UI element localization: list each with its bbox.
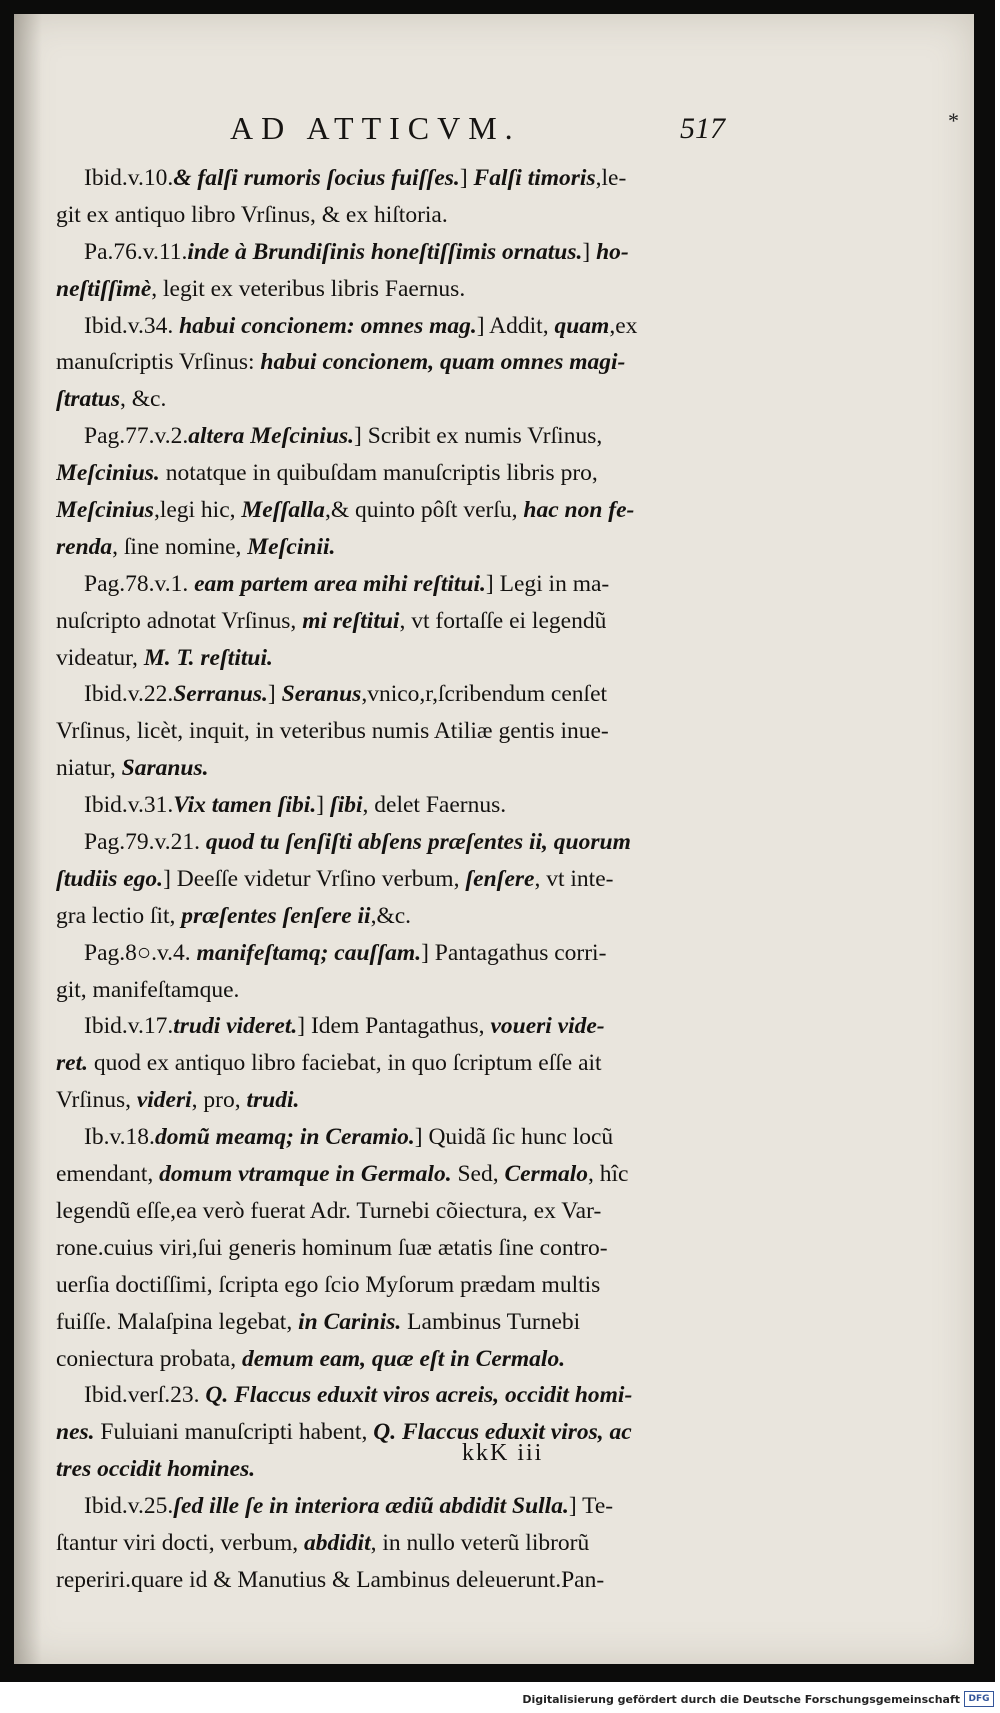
- text-segment: , ſine nomine,: [112, 533, 248, 560]
- text-line: [56, 1414, 756, 1451]
- italic-quotation: neſtiſſimè: [56, 275, 152, 302]
- text-segment: ,ex: [609, 312, 638, 339]
- text-line: [56, 1451, 756, 1488]
- italic-quotation: quam: [554, 312, 610, 339]
- italic-quotation: nes.: [56, 1419, 95, 1446]
- text-segment: coniectura probata,: [56, 1345, 242, 1372]
- italic-quotation: trudi.: [246, 1087, 300, 1114]
- italic-quotation: Serranus.: [173, 681, 268, 708]
- text-segment: Fuluiani manuſcripti habent,: [94, 1419, 374, 1446]
- text-line: [56, 234, 756, 271]
- text-line: [56, 935, 756, 972]
- text-segment: ,vnico,r,ſcribendum cenſet: [361, 681, 608, 708]
- text-segment: ,&c.: [370, 902, 412, 929]
- text-line: [56, 308, 756, 345]
- italic-quotation: M. T. reſtitui.: [143, 644, 273, 671]
- text-line: [56, 1119, 756, 1156]
- text-segment: ]: [459, 165, 474, 191]
- text-line: [56, 160, 756, 197]
- text-segment: ]: [582, 238, 597, 265]
- text-segment: Lambinus Turnebi: [401, 1308, 581, 1335]
- text-segment: ] Te-: [568, 1493, 614, 1520]
- text-segment: emendant,: [56, 1161, 160, 1188]
- text-segment: Ibid.v.22.: [84, 681, 174, 708]
- text-segment: ] Deeſſe videtur Vrſino verbum,: [163, 865, 466, 892]
- text-segment: ] Pantagathus corri-: [421, 939, 607, 966]
- italic-quotation: Q. Flaccus eduxit viros, ac: [373, 1419, 632, 1446]
- body-text: [56, 160, 756, 1599]
- text-segment: Vrſinus, licèt, inquit, in veteribus numis Atiliæ gentis inue-: [56, 718, 609, 745]
- text-segment: fuiſſe. Malaſpina legebat,: [56, 1308, 299, 1335]
- text-line: [56, 603, 756, 640]
- italic-quotation: in Carinis.: [298, 1308, 402, 1335]
- text-segment: Pa.76.v.11.: [84, 238, 188, 265]
- italic-quotation: Q. Flaccus eduxit viros acreis, occidit homi-: [205, 1382, 633, 1409]
- italic-quotation: hac non fe-: [523, 497, 635, 524]
- corner-mark: *: [948, 108, 959, 133]
- text-segment: ] Legi in ma-: [485, 570, 610, 597]
- text-line: [56, 492, 756, 529]
- italic-quotation: & falſi rumoris ſocius fuiſſes.: [173, 165, 460, 191]
- text-segment: quod ex antiquo libro faciebat, in quo ſcriptum eſſe ait: [87, 1050, 602, 1077]
- italic-quotation: Meſcinius.: [56, 460, 160, 487]
- italic-quotation: inde à Brundiſinis honeſtiſſimis ornatus.: [187, 238, 583, 265]
- gutter-shadow: [14, 14, 42, 1664]
- italic-quotation: trudi videret.: [173, 1013, 298, 1040]
- italic-quotation: quod tu ſenſiſti abſens præſentes ii, quorum: [205, 829, 631, 856]
- text-line: [56, 1525, 756, 1562]
- italic-quotation: demum eam, quæ eſt in Cermalo.: [241, 1345, 566, 1372]
- text-segment: git, manifeſtamque.: [56, 976, 240, 1003]
- text-segment: videatur,: [56, 644, 144, 671]
- italic-quotation: ſed ille ſe in interiora ædiũ abdidit Sulla.: [173, 1493, 569, 1520]
- running-head: AD ATTICVM.: [230, 110, 521, 146]
- text-line: [56, 566, 756, 603]
- italic-quotation: voueri vide-: [490, 1013, 605, 1040]
- text-line: [56, 824, 756, 861]
- italic-quotation: Vix tamen ſibi.: [173, 792, 317, 819]
- text-line: [56, 861, 756, 898]
- text-segment: ,legi hic,: [153, 497, 242, 524]
- text-segment: Pag.78.v.1.: [84, 570, 195, 597]
- text-line: [56, 1230, 756, 1267]
- italic-quotation: habui concionem: omnes mag.: [179, 312, 477, 339]
- page-number: 517: [680, 112, 725, 145]
- text-line: [56, 1562, 756, 1599]
- text-line: [56, 1304, 756, 1341]
- text-segment: ] Idem Pantagathus,: [297, 1013, 491, 1040]
- text-line: [56, 455, 756, 492]
- text-line: [56, 972, 756, 1009]
- italic-quotation: manifeſtamq; cauſſam.: [196, 939, 422, 966]
- text-line: [56, 1045, 756, 1082]
- text-segment: gra lectio ſit,: [56, 902, 182, 929]
- italic-quotation: ret.: [56, 1050, 88, 1077]
- text-segment: ]: [316, 792, 330, 819]
- text-segment: , delet Faernus.: [362, 792, 507, 819]
- text-segment: ] Scribit ex numis Vrſinus,: [354, 423, 603, 450]
- text-line: [56, 418, 756, 455]
- italic-quotation: ſtratus: [56, 386, 120, 413]
- text-line: [56, 713, 756, 750]
- italic-quotation: Meſſalla: [241, 497, 325, 524]
- text-segment: Vrſinus,: [56, 1087, 137, 1114]
- text-line: [56, 1008, 756, 1045]
- signature-mark: kkK iii: [462, 1440, 544, 1466]
- funding-credit: Digitalisierung gefördert durch die Deutsche Forschungsgemeinschaft: [522, 1693, 960, 1706]
- text-segment: , &c.: [120, 386, 167, 413]
- italic-quotation: Saranus.: [121, 755, 209, 782]
- italic-quotation: præſentes ſenſere ii: [181, 902, 371, 929]
- text-segment: ]: [267, 681, 282, 708]
- text-segment: Ibid.v.25.: [84, 1493, 174, 1520]
- text-line: [56, 381, 756, 418]
- text-line: [56, 676, 756, 713]
- text-segment: , vt fortaſſe ei legendũ: [399, 607, 607, 634]
- italic-quotation: domũ meamq; in Ceramio.: [154, 1124, 415, 1151]
- text-segment: git ex antiquo libro Vrſinus, & ex hiſtoria.: [56, 201, 448, 228]
- text-line: [56, 1377, 756, 1414]
- italic-quotation: Falſi timoris: [473, 165, 596, 191]
- italic-quotation: Seranus: [281, 681, 362, 708]
- dfg-logo: DFG: [964, 1691, 994, 1707]
- text-segment: nuſcripto adnotat Vrſinus,: [56, 607, 303, 634]
- italic-quotation: tres occidit homines.: [56, 1456, 256, 1483]
- text-segment: Ibid.v.17.: [84, 1013, 174, 1040]
- italic-quotation: ſibi: [329, 792, 363, 819]
- text-segment: , vt inte-: [534, 865, 614, 892]
- italic-quotation: Meſcinii.: [247, 533, 336, 560]
- text-segment: Ibid.v.34.: [84, 312, 180, 339]
- text-segment: Pag.8○.v.4.: [84, 939, 197, 966]
- text-line: [56, 344, 756, 381]
- italic-quotation: Meſcinius: [56, 497, 154, 524]
- text-line: [56, 271, 756, 308]
- italic-quotation: eam partem area mihi reſtitui.: [194, 570, 486, 597]
- italic-quotation: domum vtramque in Germalo.: [159, 1161, 452, 1188]
- italic-quotation: renda: [56, 533, 113, 560]
- text-segment: ſtantur viri docti, verbum,: [56, 1529, 305, 1556]
- text-segment: , pro,: [191, 1087, 247, 1114]
- text-line: [56, 1193, 756, 1230]
- text-segment: Ibid.verſ.23.: [84, 1382, 206, 1409]
- text-segment: , in nullo veterũ librorũ: [370, 1529, 590, 1556]
- italic-quotation: ſenſere: [465, 865, 535, 892]
- text-segment: manuſcriptis Vrſinus:: [56, 349, 261, 376]
- text-segment: ] Quidã ſic hunc locũ: [414, 1124, 614, 1151]
- text-segment: legendũ eſſe,ea verò fuerat Adr. Turnebi cõiectura, ex Var-: [56, 1197, 602, 1224]
- italic-quotation: Cermalo: [504, 1161, 589, 1188]
- text-segment: Pag.79.v.21.: [84, 829, 206, 856]
- text-line: [56, 1156, 756, 1193]
- text-segment: notatque in quibuſdam manuſcriptis libris pro,: [159, 460, 598, 487]
- text-line: [56, 1488, 756, 1525]
- text-line: [56, 640, 756, 677]
- text-segment: reperiri.quare id & Manutius & Lambinus deleuerunt.Pan-: [56, 1566, 605, 1593]
- text-segment: Ib.v.18.: [84, 1124, 155, 1151]
- italic-quotation: videri: [136, 1087, 192, 1114]
- italic-quotation: ho-: [596, 238, 629, 265]
- text-line: [56, 1267, 756, 1304]
- text-segment: ] Addit,: [476, 312, 555, 339]
- text-line: [56, 898, 756, 935]
- text-segment: ,& quinto pôſt verſu,: [324, 497, 524, 524]
- text-segment: Ibid.v.10.: [84, 165, 174, 191]
- italic-quotation: altera Meſcinius.: [188, 423, 355, 450]
- text-line: [56, 1082, 756, 1119]
- text-segment: Sed,: [451, 1161, 505, 1188]
- text-line: [56, 197, 756, 234]
- text-line: [56, 787, 756, 824]
- text-segment: ,le-: [595, 165, 627, 191]
- italic-quotation: abdidit: [304, 1529, 371, 1556]
- italic-quotation: ſtudiis ego.: [56, 865, 164, 892]
- text-segment: niatur,: [56, 755, 122, 782]
- text-segment: Ibid.v.31.: [84, 792, 174, 819]
- italic-quotation: habui concionem, quam omnes magi-: [260, 349, 626, 376]
- text-segment: , hîc: [588, 1161, 629, 1188]
- text-line: [56, 529, 756, 566]
- italic-quotation: mi reſtitui: [302, 607, 400, 634]
- text-line: [56, 1341, 756, 1378]
- text-segment: uerſia doctiſſimi, ſcripta ego ſcio Myſorum prædam multis: [56, 1271, 601, 1298]
- text-segment: Pag.77.v.2.: [84, 423, 189, 450]
- text-line: [56, 750, 756, 787]
- text-segment: rone.cuius viri,ſui generis hominum ſuæ ætatis ſine contro-: [56, 1234, 608, 1261]
- text-segment: , legit ex veteribus libris Faernus.: [151, 275, 466, 302]
